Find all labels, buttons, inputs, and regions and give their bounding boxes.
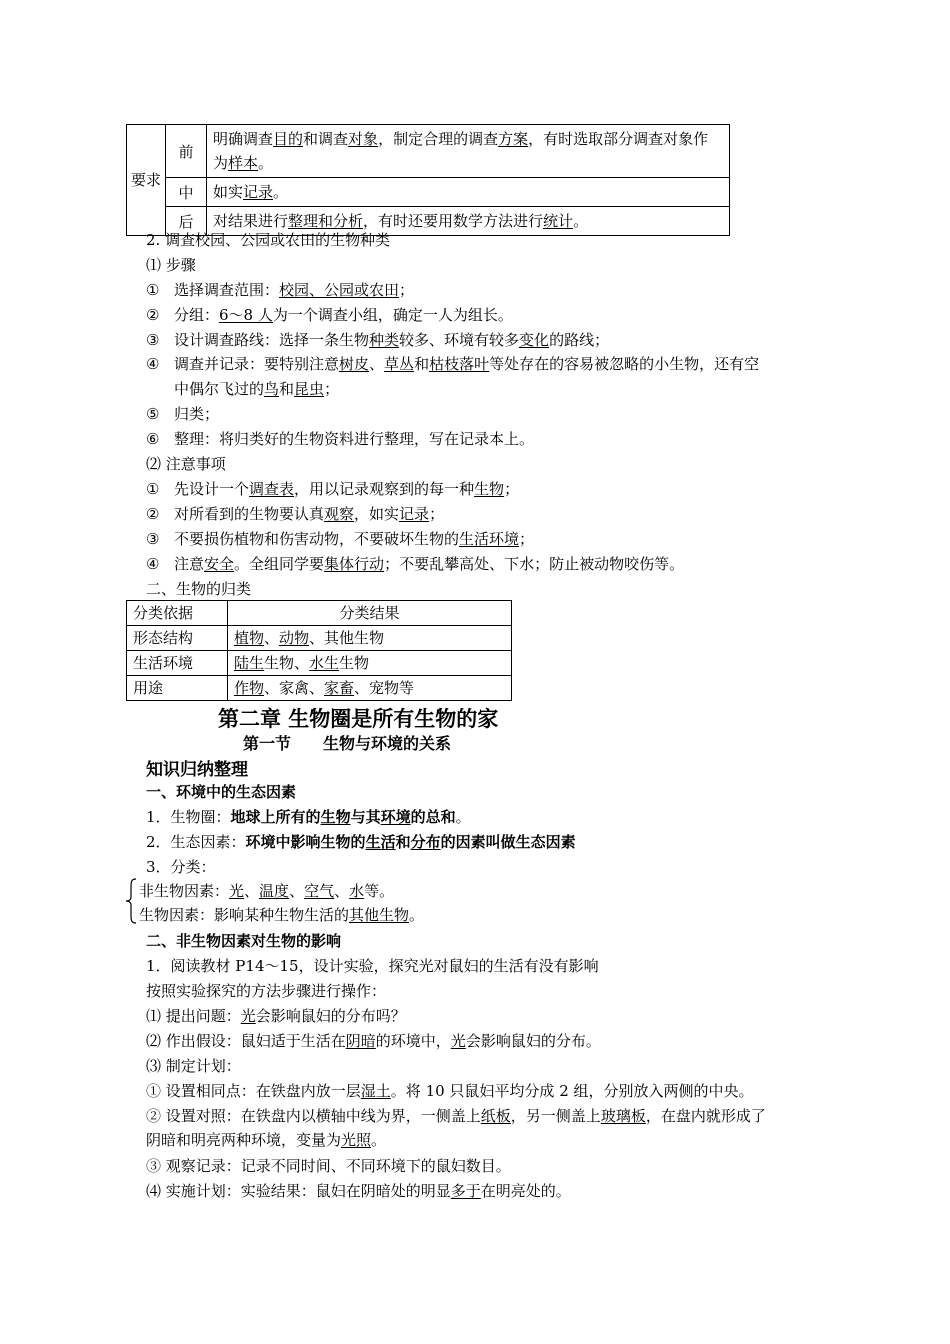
knowledge-heading: 知识归纳整理 (146, 760, 248, 780)
chapter-title: 第二章 生物圈是所有生物的家 (218, 707, 499, 731)
text-run: 水 (349, 882, 365, 900)
text-run: 光 (240, 1007, 256, 1025)
text-run: ① 设置相同点：在铁盘内放一层 (146, 1082, 361, 1100)
text-run: 与其 (350, 808, 381, 826)
text-run: 注意 (174, 555, 205, 573)
text-run: 设计调查路线：选择一条生物 (174, 330, 370, 349)
text-run: 水生 (309, 654, 340, 672)
text-run: 、家禽、 (264, 679, 325, 697)
text-run: 调查表 (249, 480, 295, 498)
text-run: 。 (273, 183, 289, 201)
steps-heading: ⑴ 步骤 (146, 256, 196, 274)
text-run: 生物因素：影响某种生物生活的 (139, 906, 350, 924)
text-line (146, 855, 216, 879)
text-run: 光 (450, 1032, 466, 1050)
text-run: 归类； (174, 405, 220, 423)
text-run: 记录 (399, 505, 430, 523)
row-value (228, 651, 512, 676)
list-item (146, 278, 414, 302)
text-run: 动物 (279, 629, 310, 647)
text-line (146, 979, 386, 1003)
text-run: 、 (244, 882, 260, 900)
text-run: 。 (258, 154, 274, 172)
text-run: 和 (395, 833, 411, 851)
text-run: 、 (264, 629, 280, 647)
list-item (146, 377, 339, 401)
list-item (146, 303, 513, 327)
row-key: 形态结构 (127, 626, 228, 651)
text-run: 对结果进行 (213, 212, 289, 230)
table-row (127, 178, 730, 207)
text-run: 。 (573, 212, 589, 230)
text-run: 陆生 (234, 654, 265, 672)
text-line (146, 830, 576, 854)
text-run: 非生物因素： (139, 882, 230, 900)
text-run: ；不要乱攀高处、下水；防止被动物咬伤等。 (384, 555, 685, 573)
text-run: ； (324, 380, 340, 399)
text-run: 不要损伤植物和伤害动物，不要破坏生物的 (174, 530, 460, 548)
item-number: ③ (146, 530, 160, 548)
text-run: 阴暗和明亮两种环境，变量为 (146, 1131, 342, 1149)
text-run: 变化 (519, 330, 550, 349)
item-number: ④ (146, 355, 160, 374)
text-run: 和 (279, 380, 295, 399)
text-run: 先设计一个 (174, 480, 250, 498)
text-run: 的环境中， (375, 1032, 451, 1050)
text-run: 玻璃板 (600, 1107, 646, 1125)
list-item (146, 352, 759, 376)
text-run: 光 (229, 882, 245, 900)
text-line (139, 903, 424, 927)
text-run: 生活 (365, 833, 396, 851)
text-run: 选择调查范围： (174, 281, 280, 299)
text-run: ，制定合理的调查 (378, 130, 499, 148)
text-run: ③ 观察记录：记录不同时间、不同环境下的鼠妇数目。 (146, 1157, 511, 1175)
text-run: ，在盘内就形成了 (645, 1107, 766, 1125)
text-run: 草丛 (384, 355, 415, 374)
item-number: ② (146, 305, 160, 324)
row-value (228, 676, 512, 701)
text-run: 空气 (304, 882, 335, 900)
table-row (127, 676, 512, 701)
text-run: 如实 (213, 183, 244, 201)
text-run: 鸟 (264, 380, 280, 399)
text-run: 生物 (339, 654, 370, 672)
row-key: 用途 (127, 676, 228, 701)
text-run: 明确调查 (213, 130, 274, 148)
table-row (127, 651, 512, 676)
text-run: 一、环境中的生态因素 (146, 783, 297, 801)
text-run: 对象 (348, 130, 379, 148)
item-number: ③ (146, 330, 160, 349)
text-run: 、 (369, 355, 385, 374)
text-line (146, 929, 341, 953)
text-run: ，如实 (354, 505, 400, 523)
text-line (146, 780, 296, 804)
text-run: 2．生态因素： (146, 833, 246, 851)
text-run: 。将 10 只鼠妇平均分成 2 组，分别放入两侧的中央。 (390, 1082, 754, 1100)
text-run: 种类 (369, 330, 400, 349)
text-run: 整理和分析 (288, 212, 364, 230)
text-run: 分布 (410, 833, 441, 851)
text-run: 对所看到的生物要认真 (174, 505, 325, 523)
text-run: 在明亮处的。 (480, 1182, 571, 1200)
text-run: 枯枝落叶 (429, 355, 490, 374)
item-number: ② (146, 505, 160, 523)
text-run: 记录 (243, 183, 274, 201)
text-run: 生物 (474, 480, 505, 498)
text-line (146, 1079, 754, 1103)
text-run: 、其他生物 (309, 629, 385, 647)
section-title: 第一节 生物与环境的关系 (243, 734, 452, 753)
text-run: 和调查 (303, 130, 349, 148)
text-run: 分组： (174, 305, 220, 324)
survey-heading: 2. 调查校园、公园或农田的生物种类 (146, 231, 391, 249)
text-run: 集体行动 (324, 555, 385, 573)
text-run: 统计 (543, 212, 574, 230)
text-run: 目的 (273, 130, 304, 148)
row-value (228, 626, 512, 651)
text-run: 的路线； (549, 330, 610, 349)
text-run: 较多、环境有较多 (399, 330, 520, 349)
text-run: ，用以记录观察到的每一种 (294, 480, 475, 498)
text-run: 观察 (324, 505, 355, 523)
text-run: 、宠物等 (354, 679, 415, 697)
text-run: 和 (414, 355, 430, 374)
text-run: 中偶尔飞过的 (174, 380, 265, 399)
text-run: 调查并记录：要特别注意 (174, 355, 340, 374)
text-run: 昆虫 (294, 380, 325, 399)
brace-icon (125, 878, 137, 924)
text-run: 温度 (259, 882, 290, 900)
list-item (146, 552, 684, 576)
text-run: 会影响鼠妇的分布。 (465, 1032, 601, 1050)
row-key: 生活环境 (127, 651, 228, 676)
text-line (146, 1104, 766, 1128)
text-run: 作物 (234, 679, 265, 697)
text-run: ，有时选取部分调查对象作为 (213, 130, 709, 172)
text-run: ，有时还要用数学方法进行 (363, 212, 544, 230)
item-number: ① (146, 281, 160, 299)
text-run: 安全 (204, 555, 235, 573)
text-run: 。 (409, 906, 425, 924)
table-header-row (127, 601, 512, 626)
stage-during: 中 (166, 178, 207, 207)
text-line (146, 1154, 511, 1178)
text-line (146, 1029, 601, 1053)
text-run: ⑵ 作出假设：鼠妇适于生活在 (146, 1032, 346, 1050)
list-item (146, 402, 219, 426)
text-run: 其他生物 (349, 906, 410, 924)
text-line (146, 1004, 406, 1028)
text-run: 的总和 (410, 808, 456, 826)
text-run: 方案 (498, 130, 529, 148)
text-run: 环境中影响生物的 (245, 833, 366, 851)
requirements-table (126, 124, 730, 236)
text-run: 环境 (380, 808, 411, 826)
text-run: 、 (334, 882, 350, 900)
text-run: 。 (455, 808, 471, 826)
column-header: 分类结果 (228, 601, 512, 626)
stage-before-content (207, 125, 730, 178)
stage-before: 前 (166, 125, 207, 178)
text-run: 1．生物圈： (146, 808, 231, 826)
list-item (146, 527, 534, 551)
item-number: ① (146, 480, 160, 498)
text-line (146, 805, 471, 829)
table-row (127, 626, 512, 651)
text-run: ⑷ 实施计划：实验结果：鼠妇在阴暗处的明显 (146, 1182, 451, 1200)
text-run: ； (429, 505, 445, 523)
classification-table (126, 600, 512, 701)
text-run: 家畜 (324, 679, 355, 697)
text-run: 整理：将归类好的生物资料进行整理，写在记录本上。 (174, 429, 535, 448)
text-run: ② 设置对照：在铁盘内以横轴中线为界，一侧盖上 (146, 1107, 481, 1125)
text-run: 1．阅读教材 P14～15，设计实验，探究光对鼠妇的生活有没有影响 (146, 957, 599, 975)
text-run: 样本 (228, 154, 259, 172)
text-line (146, 1179, 571, 1203)
stage-during-content (207, 178, 730, 207)
text-run: 的因素叫做生态因素 (440, 833, 576, 851)
text-run: 。 (371, 1131, 387, 1149)
text-run: 等处存在的容易被忽略的小生物，还有空 (489, 355, 760, 374)
text-run: ⑴ 提出问题： (146, 1007, 241, 1025)
list-item (146, 477, 519, 501)
text-run: 植物 (234, 629, 265, 647)
text-run: 湿土 (360, 1082, 391, 1100)
text-run: 光照 (341, 1131, 372, 1149)
text-run: 生物 (320, 808, 351, 826)
table-row (127, 125, 730, 178)
text-run: 、 (289, 882, 305, 900)
item-number: ⑥ (146, 429, 160, 448)
text-run: 6～8 人 (219, 305, 273, 324)
text-run: 地球上所有的 (230, 808, 321, 826)
text-run: 校园、公园或农田 (279, 281, 400, 299)
text-run: 多于 (450, 1182, 481, 1200)
list-item (146, 427, 534, 451)
text-run: ，另一侧盖上 (510, 1107, 601, 1125)
text-run: ⑶ 制定计划： (146, 1057, 241, 1075)
text-run: 。全组同学要 (234, 555, 325, 573)
text-run: 等。 (364, 882, 395, 900)
text-run: 纸板 (480, 1107, 511, 1125)
text-run: 阴暗 (345, 1032, 376, 1050)
text-run: ； (399, 281, 415, 299)
text-run: 树皮 (339, 355, 370, 374)
text-line (146, 954, 599, 978)
text-run: 二、非生物因素对生物的影响 (146, 932, 342, 950)
text-run: 生活环境 (459, 530, 520, 548)
classification-heading: 二、生物的归类 (146, 580, 252, 598)
text-run: 生物、 (264, 654, 310, 672)
requirements-label: 要求 (127, 125, 166, 236)
text-run: 会影响鼠妇的分布吗？ (255, 1007, 406, 1025)
notes-heading: ⑵ 注意事项 (146, 455, 226, 473)
column-header: 分类依据 (127, 601, 228, 626)
text-line (139, 879, 394, 903)
stage-after: 后 (166, 207, 207, 236)
item-number: ⑤ (146, 405, 160, 423)
text-run: ； (519, 530, 535, 548)
text-line (146, 1054, 241, 1078)
text-run: 为一个调查小组，确定一人为组长。 (272, 305, 513, 324)
list-item (146, 502, 444, 526)
text-line (146, 1128, 386, 1152)
item-number: ④ (146, 555, 160, 573)
text-run: 按照实验探究的方法步骤进行操作： (146, 982, 387, 1000)
text-run: ； (504, 480, 520, 498)
list-item (146, 328, 609, 352)
text-run: 3．分类： (146, 858, 216, 876)
